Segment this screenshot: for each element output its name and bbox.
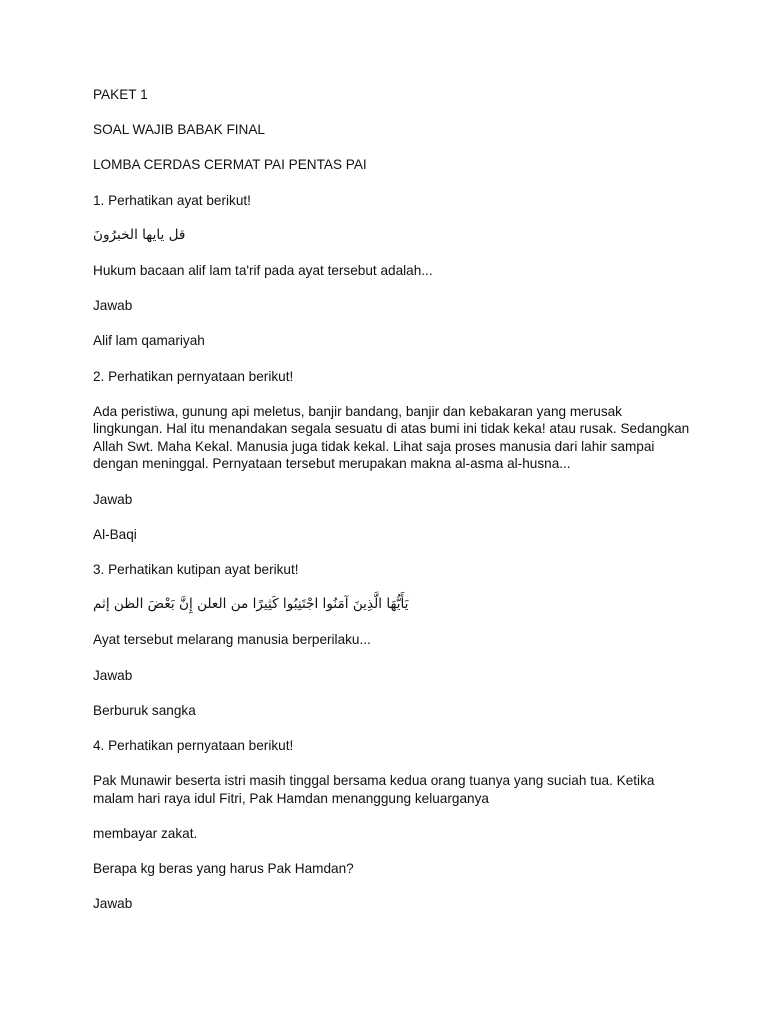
q3-jawab-label: Jawab bbox=[93, 667, 133, 683]
paket-heading: PAKET 1 bbox=[93, 87, 148, 102]
q2-prompt: 2. Perhatikan pernyataan berikut! bbox=[93, 368, 294, 384]
document-page bbox=[93, 86, 693, 931]
q1-question: Hukum bacaan alif lam ta'rif pada ayat tersebut adalah... bbox=[93, 262, 433, 278]
q3-arabic-verse: يَأَيُّهَا الَّذِينَ آمَنُوا اجْتَنِبُوا كَثِيرًا من العلن إِنَّ بَعْضَ الظن إثم bbox=[93, 596, 409, 613]
soal-heading: SOAL WAJIB BABAK FINAL bbox=[93, 122, 265, 138]
q2-answer: Al-Baqi bbox=[93, 526, 137, 542]
q3-prompt: 3. Perhatikan kutipan ayat berikut! bbox=[93, 562, 299, 578]
q4-paragraph: Pak Munawir beserta istri masih tinggal bersama kedua orang tuanya yang suciah tua. Ketika malam hari raya idul Fitri, Pak Hamdan menanggung keluarganya bbox=[93, 773, 655, 806]
q1-answer: Alif lam qamariyah bbox=[93, 333, 205, 349]
q2-paragraph: Ada peristiwa, gunung api meletus, banjir bandang, banjir dan kebakaran yang merusak lingkungan. Hal itu menandakan segala sesuatu di atas bumi ini tidak keka! atau rusak. Sedangkan Allah Swt. Maha Kekal. Manusia juga tidak kekal. Lihat saja proses manusia dari lahir sampai dengan meninggal. Pernyataan tersebut merupakan makna al-asma al-husna... bbox=[93, 403, 690, 472]
lomba-heading: LOMBA CERDAS CERMAT PAI PENTAS PAI bbox=[93, 157, 367, 173]
q3-question: Ayat tersebut melarang manusia berperilaku... bbox=[93, 632, 371, 648]
q1-jawab-label: Jawab bbox=[93, 298, 133, 314]
q4-continuation: membayar zakat. bbox=[93, 825, 198, 841]
q1-prompt: 1. Perhatikan ayat berikut! bbox=[93, 192, 251, 208]
q4-question: Berapa kg beras yang harus Pak Hamdan? bbox=[93, 861, 354, 877]
q4-prompt: 4. Perhatikan pernyataan berikut! bbox=[93, 737, 294, 753]
q2-jawab-label: Jawab bbox=[93, 491, 133, 507]
q3-answer: Berburuk sangka bbox=[93, 702, 196, 718]
q4-jawab-label: Jawab bbox=[93, 896, 133, 912]
q1-arabic-verse: قل يايها الخبرُونَ bbox=[93, 226, 186, 243]
